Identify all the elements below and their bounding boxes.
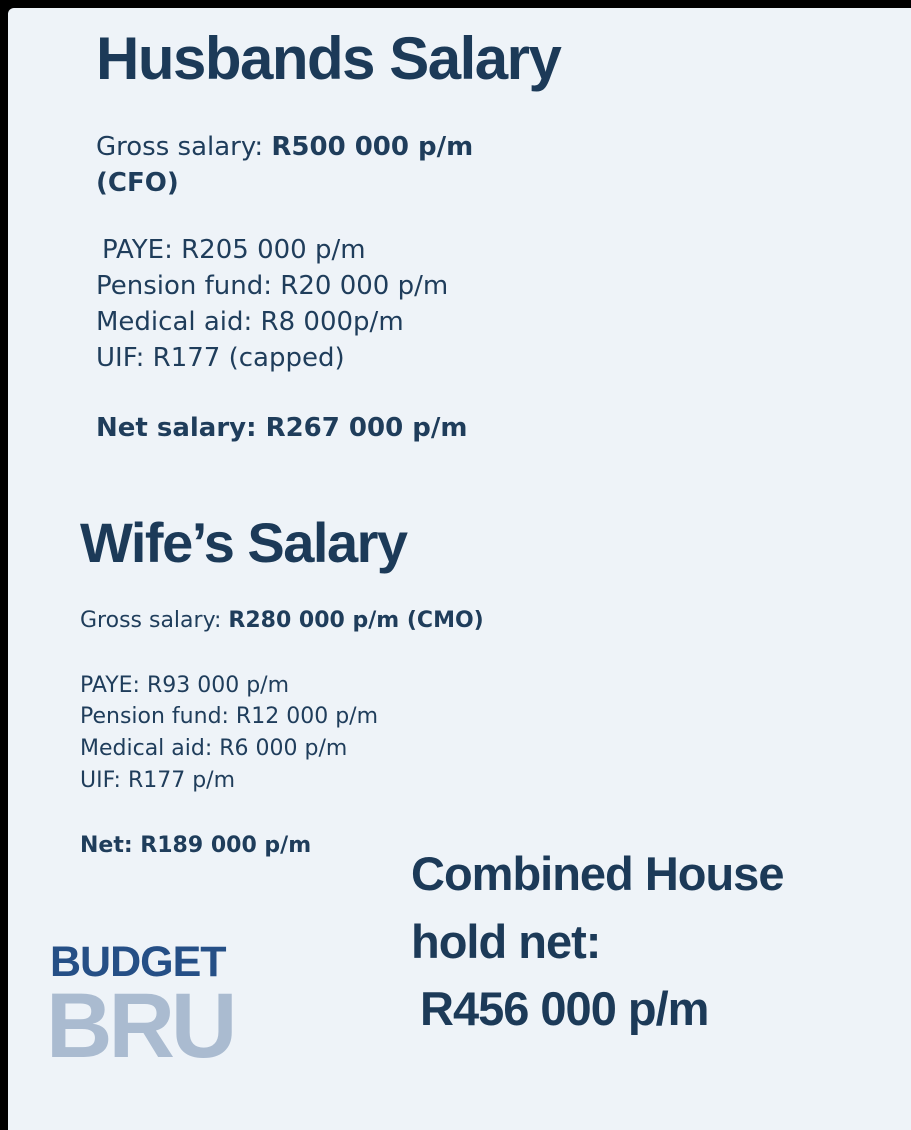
husband-gross-label: Gross salary: [96, 132, 272, 162]
combined-household-net-line1: Combined House [411, 847, 784, 900]
husband-gross-salary [96, 132, 473, 162]
husband-salary-title: Husbands Salary [96, 25, 561, 92]
husband-medical-aid: Medical aid: R8 000p/m [96, 307, 404, 337]
combined-household-net-amount: R456 000 p/m [420, 982, 709, 1035]
logo-budget-text: BUDGET [50, 938, 226, 986]
husband-uif: UIF: R177 (capped) [96, 343, 345, 373]
husband-paye: PAYE: R205 000 p/m [102, 235, 366, 265]
husband-net-salary: Net salary: R267 000 p/m [96, 413, 468, 443]
wife-salary-title: Wife’s Salary [80, 511, 407, 574]
wife-medical-aid: Medical aid: R6 000 p/m [80, 736, 348, 761]
wife-gross-value: R280 000 p/m (CMO) [228, 608, 484, 633]
wife-gross-label: Gross salary: [80, 608, 229, 633]
wife-gross-salary [80, 608, 484, 633]
husband-gross-value: R500 000 p/m [271, 132, 474, 162]
logo-bru-text: BRU [46, 975, 234, 1077]
husband-gross-role: (CFO) [96, 168, 179, 198]
husband-pension-fund: Pension fund: R20 000 p/m [96, 271, 449, 301]
wife-pension-fund: Pension fund: R12 000 p/m [80, 704, 378, 729]
combined-household-net-line2: hold net: [411, 915, 601, 968]
wife-paye: PAYE: R93 000 p/m [80, 673, 290, 698]
wife-uif: UIF: R177 p/m [80, 768, 236, 793]
salary-card [8, 8, 911, 1130]
wife-net-salary: Net: R189 000 p/m [80, 833, 312, 858]
